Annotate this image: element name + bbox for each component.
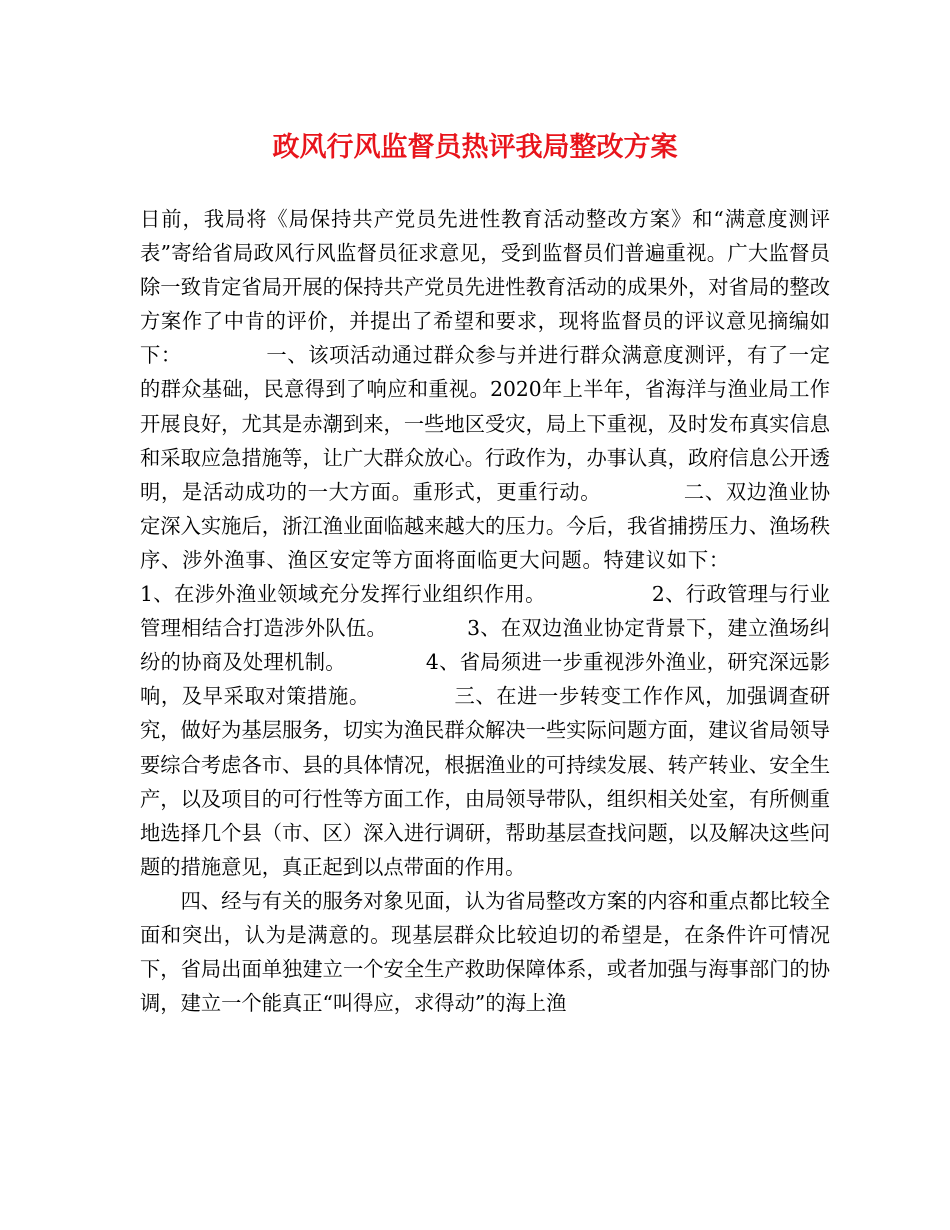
document-title: 政风行风监督员热评我局整改方案 (272, 132, 678, 163)
suggestion-3: 3、在双边渔业协定背景下，建立渔场纠纷的协商及处理机制。 (140, 616, 830, 675)
point-one: 一、该项活动通过群众参与并进行群众满意度测评，有了一定的群众基础，民意得到了响应和重视。2020年上半年，省海洋与渔业局工作开展良好，尤其是赤潮到来，一些地区受灾，局上下重视，及时发布真实信息和采取应急措施等，让广大群众放心。行政作为，办事认真，政府信息公开透明，是活动成功的一大方面。重形式，更重行动。 (140, 343, 830, 504)
intro-sentence: 日前，我局将《局保持共产党员先进性教育活动整改方案》和“满意度测评表”寄给省局政风行风监督员征求意见，受到监督员们普遍重视。广大监督员除一致肯定省局开展的保持共产党员先进性教育活动的成果外，对省局的整改方案作了中肯的评价，并提出了希望和要求，现将监督员的评议意见摘编如下： (140, 207, 830, 368)
paragraph-2: 四、经与有关的服务对象见面，认为省局整改方案的内容和重点都比较全面和突出，认为是满意的。现基层群众比较迫切的希望是，在条件许可情况下，省局出面单独建立一个安全生产救助保障体系，或者加强与海事部门的协调，建立一个能真正“叫得应，求得动”的海上渔 (140, 888, 830, 1016)
suggestion-2: 2、行政管理与行业管理相结合打造涉外队伍。 (140, 582, 831, 641)
point-three: 三、在进一步转变工作作风，加强调查研究，做好为基层服务，切实为渔民群众解决一些实际问题方面，建议省局领导要综合考虑各市、县的具体情况，根据渔业的可持续发展、转产转业、安全生产，以及项目的可行性等方面工作，由局领导带队，组织相关处室，有所侧重地选择几个县（市、区）深入进行调研，帮助基层查找问题，以及解决这些问题的措施意见，真正起到以点带面的作用。 (140, 684, 830, 879)
point-two: 二、双边渔业协定深入实施后，浙江渔业面临越来越大的压力。今后，我省捕捞压力、渔场秩序、涉外渔事、渔区安定等方面将面临更大问题。特建议如下： (140, 479, 830, 572)
suggestion-1: 1、在涉外渔业领域充分发挥行业组织作用。 (140, 582, 546, 607)
suggestion-4: 4、省局须进一步重视涉外渔业，研究深远影响，及早采取对策措施。 (140, 650, 830, 709)
paragraph-1 (140, 202, 830, 884)
document-body (140, 202, 830, 1020)
